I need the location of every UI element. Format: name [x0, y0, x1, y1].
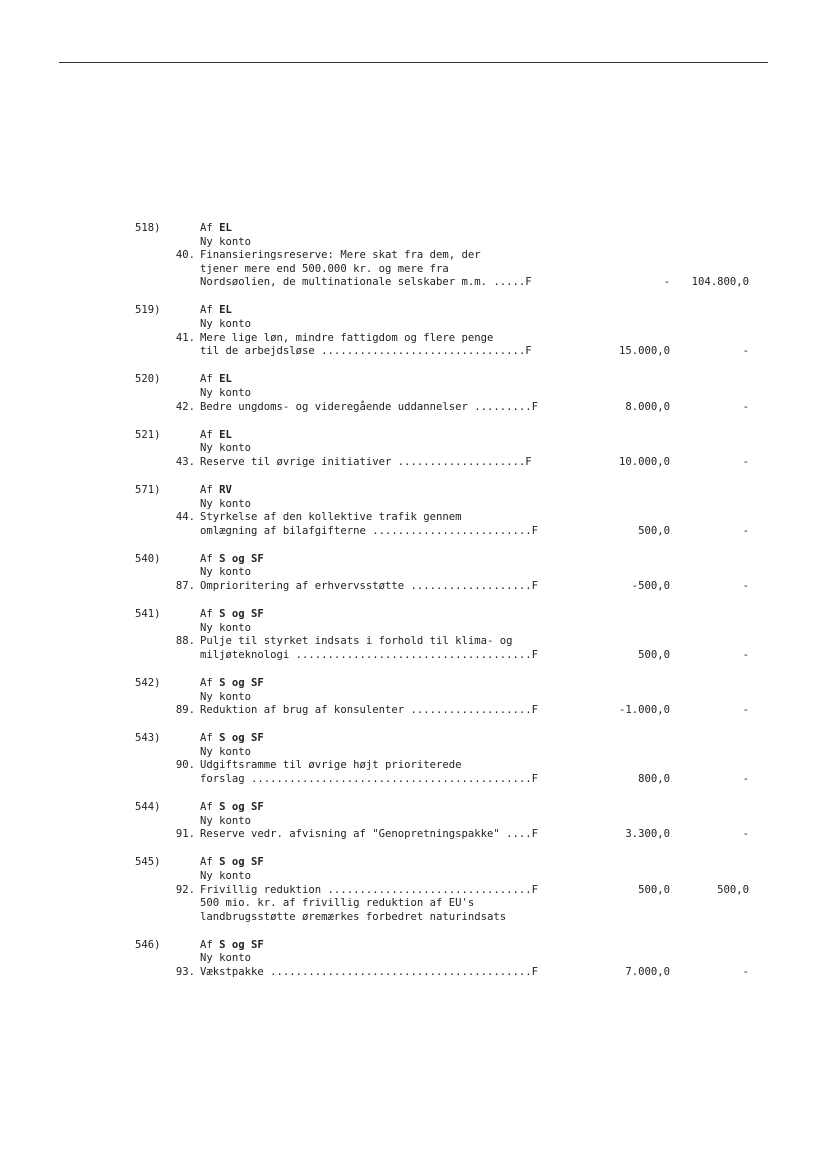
description-line	[0, 401, 827, 415]
item-number: 89.	[175, 704, 195, 717]
amount-column-2: -	[742, 400, 749, 413]
konto-label: Ny konto	[200, 869, 252, 882]
item-number: 44.	[175, 511, 195, 524]
entry-header-line	[0, 677, 827, 691]
amendment-number: 520)	[135, 373, 161, 386]
amendment-entry	[0, 939, 827, 980]
description-line	[0, 525, 827, 539]
description-text: forslag ............................................F	[200, 773, 539, 785]
amount-column-2: -	[742, 773, 749, 785]
konto-line	[0, 870, 827, 884]
konto-label: Ny konto	[200, 318, 252, 331]
konto-line	[0, 236, 827, 250]
description-line	[0, 263, 827, 277]
description-text: Frivillig reduktion ................................F	[200, 883, 539, 896]
amendment-entry	[0, 608, 827, 662]
amendment-entry	[0, 856, 827, 924]
amount-column-1: 8.000,0	[625, 400, 670, 413]
description-text: til de arbejdsløse ................................F	[200, 345, 532, 358]
top-rule	[59, 62, 768, 63]
amount-column-1: 500,0	[638, 883, 670, 896]
description-line	[0, 704, 827, 718]
description-text: Vækstpakke .........................................F	[200, 966, 539, 979]
party-name: RV	[219, 483, 232, 496]
entry-header-line	[0, 856, 827, 870]
proposer-prefix: Af	[200, 483, 213, 496]
entry-header-line	[0, 608, 827, 622]
party-name: EL	[219, 373, 232, 386]
description-text: Nordsøolien, de multinationale selskaber m.m. .....F	[200, 276, 532, 289]
amount-column-2: -	[742, 524, 749, 537]
amount-column-1: -	[663, 276, 670, 289]
party-name: S og SF	[219, 552, 264, 565]
konto-line	[0, 952, 827, 966]
item-number: 43.	[175, 455, 195, 468]
description-text: Reserve vedr. afvisning af "Genopretningspakke" ....F	[200, 828, 539, 841]
description-line	[0, 511, 827, 525]
proposer	[200, 677, 264, 691]
konto-line	[0, 387, 827, 401]
description-text: Pulje til styrket indsats i forhold til klima- og	[200, 635, 513, 648]
amount-column-2: 104.800,0	[691, 276, 749, 289]
description-line	[0, 456, 827, 470]
description-line	[0, 828, 827, 842]
entry-header-line	[0, 484, 827, 498]
note-line	[0, 911, 827, 925]
description-text: Bedre ungdoms- og videregående uddannelser .........F	[200, 400, 539, 413]
konto-label: Ny konto	[200, 566, 252, 579]
proposer-prefix: Af	[200, 938, 213, 951]
konto-label: Ny konto	[200, 497, 252, 510]
entry-header-line	[0, 939, 827, 953]
amendment-entry	[0, 373, 827, 414]
description-line	[0, 884, 827, 898]
konto-label: Ny konto	[200, 386, 252, 399]
konto-line	[0, 498, 827, 512]
description-text: Omprioritering af erhvervsstøtte ...................F	[200, 579, 539, 592]
amendment-entry	[0, 553, 827, 594]
item-number: 92.	[175, 883, 195, 896]
item-number: 41.	[175, 331, 195, 344]
proposer-prefix: Af	[200, 856, 213, 869]
proposer-prefix: Af	[200, 676, 213, 689]
amount-column-1: 10.000,0	[618, 455, 670, 468]
description-text: Mere lige løn, mindre fattigdom og flere penge	[200, 331, 494, 344]
amendment-number: 542)	[135, 676, 161, 689]
description-text: Styrkelse af den kollektive trafik gennem	[200, 511, 462, 524]
note-line	[0, 897, 827, 911]
description-text: Reserve til øvrige initiativer ....................F	[200, 455, 532, 468]
amount-column-1: 800,0	[638, 773, 670, 785]
amendment-number: 544)	[135, 801, 161, 814]
amount-column-1: 500,0	[638, 648, 670, 661]
amendment-entry	[0, 222, 827, 290]
description-line	[0, 345, 827, 359]
amendment-entry	[0, 677, 827, 718]
konto-label: Ny konto	[200, 814, 252, 827]
amendment-list	[0, 222, 827, 994]
konto-label: Ny konto	[200, 442, 252, 455]
item-number: 40.	[175, 249, 195, 262]
amount-column-1: -1.000,0	[618, 704, 670, 717]
amendment-number: 571)	[135, 483, 161, 496]
amendment-number: 546)	[135, 938, 161, 951]
description-text: tjener mere end 500.000 kr. og mere fra	[200, 262, 449, 275]
amount-column-2: -	[742, 828, 749, 841]
item-number: 87.	[175, 579, 195, 592]
party-name: EL	[219, 428, 232, 441]
proposer-prefix: Af	[200, 732, 213, 745]
description-text: Reduktion af brug af konsulenter ...................F	[200, 704, 539, 717]
proposer	[200, 484, 232, 498]
amendment-number: 541)	[135, 608, 161, 621]
amendment-number: 543)	[135, 732, 161, 745]
konto-line	[0, 566, 827, 580]
proposer	[200, 373, 232, 387]
description-line	[0, 249, 827, 263]
description-text: omlægning af bilafgifterne .........................F	[200, 524, 539, 537]
description-line	[0, 580, 827, 594]
amount-column-1: -500,0	[631, 579, 670, 592]
proposer	[200, 732, 264, 746]
konto-label: Ny konto	[200, 621, 252, 634]
party-name: S og SF	[219, 938, 264, 951]
amendment-entry	[0, 304, 827, 358]
amount-column-2: -	[742, 704, 749, 717]
proposer-prefix: Af	[200, 801, 213, 814]
entry-header-line	[0, 304, 827, 318]
amendment-entry	[0, 429, 827, 470]
entry-header-line	[0, 732, 827, 746]
proposer	[200, 856, 264, 870]
description-line	[0, 332, 827, 346]
item-number: 90.	[175, 759, 195, 772]
amendment-number: 519)	[135, 304, 161, 317]
amount-column-1: 7.000,0	[625, 966, 670, 979]
party-name: EL	[219, 304, 232, 317]
entry-header-line	[0, 373, 827, 387]
amount-column-1: 3.300,0	[625, 828, 670, 841]
description-text: Finansieringsreserve: Mere skat fra dem, der	[200, 249, 481, 262]
item-number: 42.	[175, 400, 195, 413]
proposer-prefix: Af	[200, 552, 213, 565]
proposer-prefix: Af	[200, 373, 213, 386]
note-text: landbrugsstøtte øremærkes forbedret naturindsats	[200, 910, 507, 923]
amendment-entry	[0, 801, 827, 842]
proposer-prefix: Af	[200, 304, 213, 317]
amendment-entry	[0, 484, 827, 538]
entry-header-line	[0, 801, 827, 815]
description-text: Udgiftsramme til øvrige højt prioriterede	[200, 759, 462, 772]
proposer	[200, 429, 232, 443]
amount-column-2: -	[742, 345, 749, 358]
konto-line	[0, 691, 827, 705]
amount-column-2: -	[742, 455, 749, 468]
proposer	[200, 304, 232, 318]
proposer-prefix: Af	[200, 428, 213, 441]
entry-header-line	[0, 553, 827, 567]
description-line	[0, 966, 827, 980]
amount-column-1: 500,0	[638, 524, 670, 537]
konto-line	[0, 746, 827, 760]
note-text: 500 mio. kr. af frivillig reduktion af EU's	[200, 897, 475, 910]
party-name: S og SF	[219, 676, 264, 689]
proposer	[200, 939, 264, 953]
amount-column-2: 500,0	[717, 883, 749, 896]
description-line	[0, 759, 827, 773]
description-text: miljøteknologi .....................................F	[200, 648, 539, 661]
amendment-number: 540)	[135, 552, 161, 565]
item-number: 91.	[175, 828, 195, 841]
proposer-prefix: Af	[200, 608, 213, 621]
description-line	[0, 635, 827, 649]
amount-column-2: -	[742, 579, 749, 592]
amendment-number: 521)	[135, 428, 161, 441]
proposer	[200, 222, 232, 236]
party-name: EL	[219, 222, 232, 234]
amendment-entry	[0, 732, 827, 786]
konto-line	[0, 442, 827, 456]
description-line	[0, 649, 827, 663]
amendment-number: 518)	[135, 222, 161, 234]
proposer-prefix: Af	[200, 222, 213, 234]
item-number: 93.	[175, 966, 195, 979]
entry-header-line	[0, 429, 827, 443]
item-number: 88.	[175, 635, 195, 648]
konto-label: Ny konto	[200, 690, 252, 703]
amount-column-2: -	[742, 966, 749, 979]
party-name: S og SF	[219, 801, 264, 814]
description-line	[0, 276, 827, 290]
konto-line	[0, 622, 827, 636]
proposer	[200, 801, 264, 815]
konto-line	[0, 318, 827, 332]
proposer	[200, 608, 264, 622]
konto-label: Ny konto	[200, 235, 252, 248]
party-name: S og SF	[219, 608, 264, 621]
amount-column-2: -	[742, 648, 749, 661]
entry-header-line	[0, 222, 827, 236]
description-line	[0, 773, 827, 787]
konto-label: Ny konto	[200, 952, 252, 965]
party-name: S og SF	[219, 856, 264, 869]
konto-line	[0, 815, 827, 829]
party-name: S og SF	[219, 732, 264, 745]
amount-column-1: 15.000,0	[618, 345, 670, 358]
amendment-number: 545)	[135, 856, 161, 869]
konto-label: Ny konto	[200, 745, 252, 758]
proposer	[200, 553, 264, 567]
